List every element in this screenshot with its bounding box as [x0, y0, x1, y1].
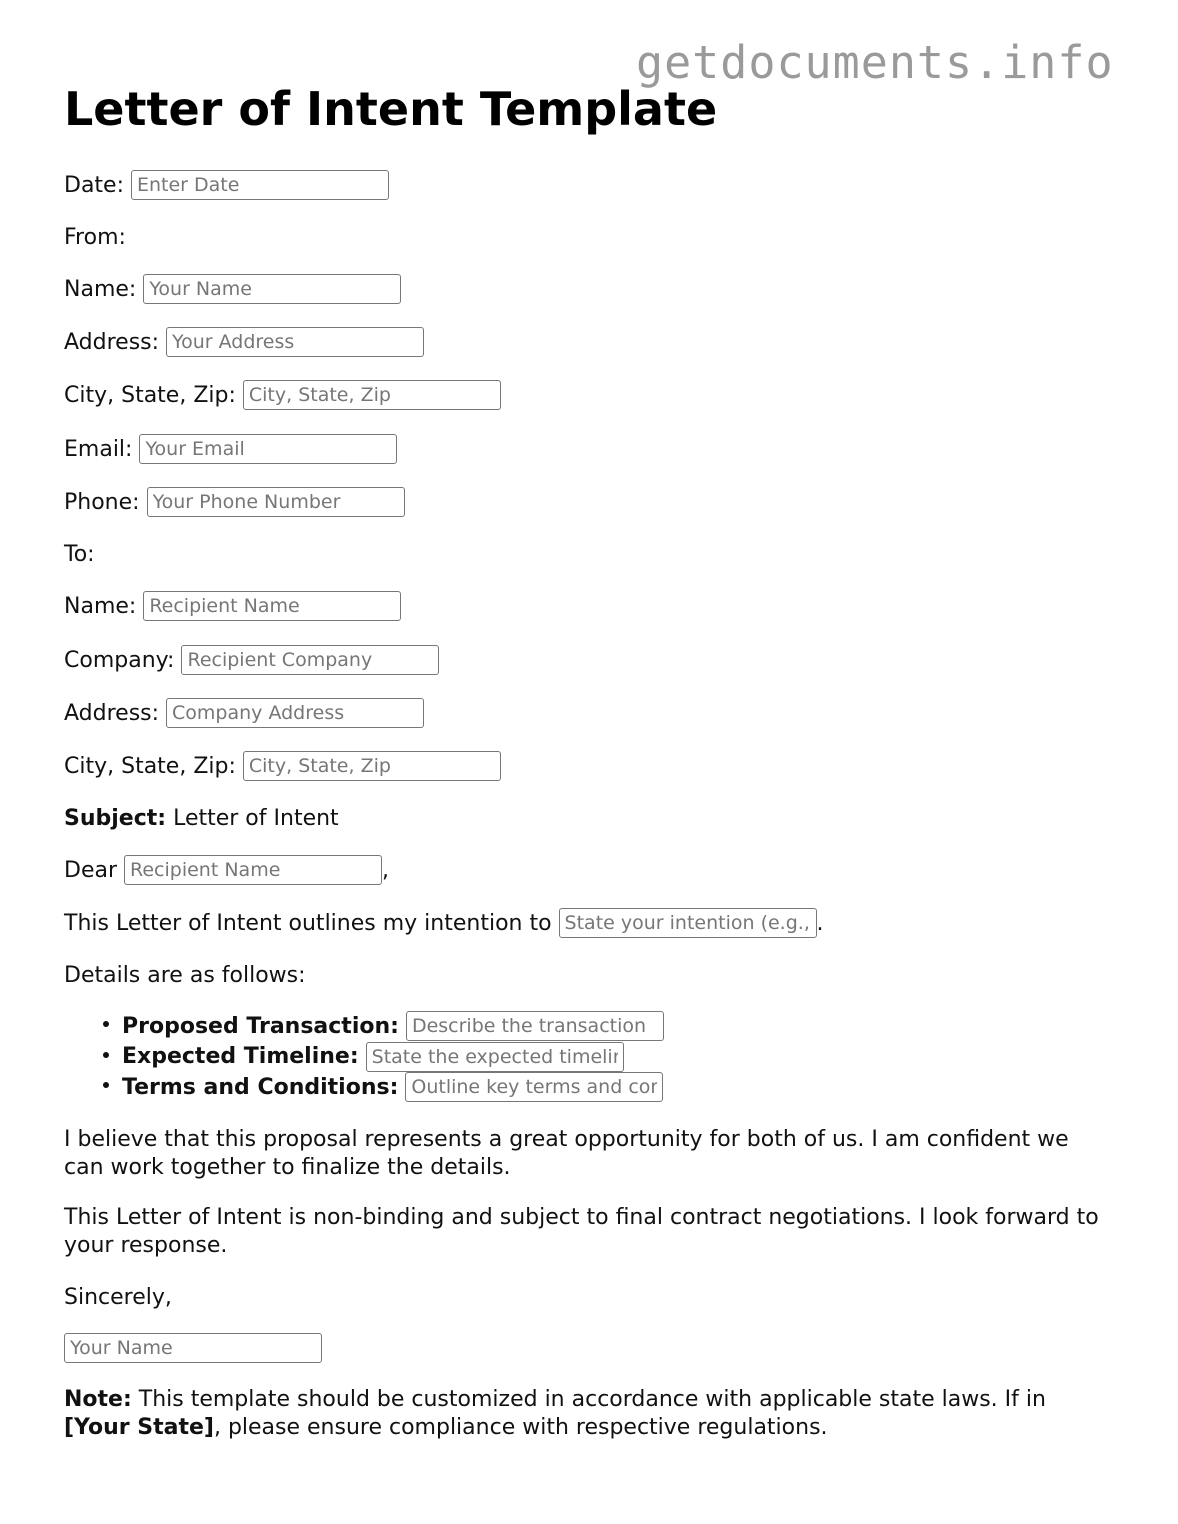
terms-conditions-label: • Terms and Conditions:: [122, 1074, 399, 1100]
salutation-name-input[interactable]: [124, 855, 382, 885]
terms-conditions-input[interactable]: [405, 1072, 663, 1102]
expected-timeline-label: • Expected Timeline:: [122, 1044, 359, 1070]
page-title: Letter of Intent Template: [64, 82, 718, 136]
from-address-input[interactable]: [166, 327, 424, 357]
dear-text: Dear: [64, 857, 118, 883]
date-row: [64, 170, 389, 200]
from-name-input[interactable]: [143, 274, 401, 304]
to-address-input[interactable]: [166, 698, 424, 728]
from-email-input[interactable]: [139, 434, 397, 464]
to-city-label: City, State, Zip:: [64, 753, 236, 779]
date-label: Date:: [64, 172, 124, 198]
site-watermark: getdocuments.info: [636, 36, 1114, 89]
state-placeholder: [Your State]: [64, 1415, 214, 1440]
non-binding-paragraph: This Letter of Intent is non-binding and subject to final contract negotiations. I look forward to your response.: [64, 1205, 1099, 1258]
from-phone-input[interactable]: [147, 487, 405, 517]
signature-name-input[interactable]: [64, 1333, 322, 1363]
to-name-row: [64, 591, 401, 621]
note-text-end: , please ensure compliance with respective regulations.: [213, 1415, 828, 1440]
opportunity-paragraph: I believe that this proposal represents a great opportunity for both of us. I am confident we can work together to finalize the details.: [64, 1127, 1069, 1180]
note-label: Note:: [64, 1387, 132, 1412]
details-list: [64, 1011, 664, 1103]
proposed-transaction-label: • Proposed Transaction:: [122, 1013, 399, 1039]
intention-input[interactable]: [559, 908, 817, 938]
details-intro: Details are as follows:: [64, 962, 306, 988]
from-address-row: [64, 327, 424, 357]
subject-line: [64, 803, 339, 833]
list-item: [122, 1072, 664, 1103]
to-company-input[interactable]: [181, 645, 439, 675]
signature-row: [64, 1333, 322, 1363]
subject-label: Subject:: [64, 805, 167, 831]
from-heading: From:: [64, 224, 126, 250]
to-heading: To:: [64, 541, 95, 567]
list-item: [122, 1042, 664, 1073]
from-phone-row: [64, 487, 405, 517]
to-address-row: [64, 698, 424, 728]
intention-row: [64, 908, 824, 938]
date-input[interactable]: [131, 170, 389, 200]
to-address-label: Address:: [64, 700, 160, 726]
closing: Sincerely,: [64, 1284, 172, 1310]
subject-value: Letter of Intent: [173, 805, 339, 831]
from-address-label: Address:: [64, 329, 160, 355]
proposed-transaction-input[interactable]: [406, 1011, 664, 1041]
to-company-label: Company:: [64, 647, 175, 673]
list-item: [122, 1011, 664, 1042]
to-city-input[interactable]: [243, 751, 501, 781]
from-city-input[interactable]: [243, 380, 501, 410]
to-company-row: [64, 645, 439, 675]
note-text: This template should be customized in accordance with applicable state laws. If in: [138, 1387, 1046, 1412]
from-name-label: Name:: [64, 276, 137, 302]
from-email-row: [64, 434, 397, 464]
from-city-label: City, State, Zip:: [64, 382, 236, 408]
to-city-row: [64, 751, 501, 781]
from-city-row: [64, 380, 501, 410]
expected-timeline-input[interactable]: [366, 1042, 624, 1072]
intention-period: .: [816, 910, 824, 936]
from-phone-label: Phone:: [64, 489, 140, 515]
from-email-label: Email:: [64, 436, 133, 462]
to-name-input[interactable]: [143, 591, 401, 621]
note-paragraph: [64, 1386, 1114, 1442]
to-name-label: Name:: [64, 593, 137, 619]
from-name-row: [64, 274, 401, 304]
dear-comma: ,: [382, 857, 390, 883]
salutation-row: [64, 855, 389, 885]
intention-text: This Letter of Intent outlines my intention to: [64, 910, 552, 936]
